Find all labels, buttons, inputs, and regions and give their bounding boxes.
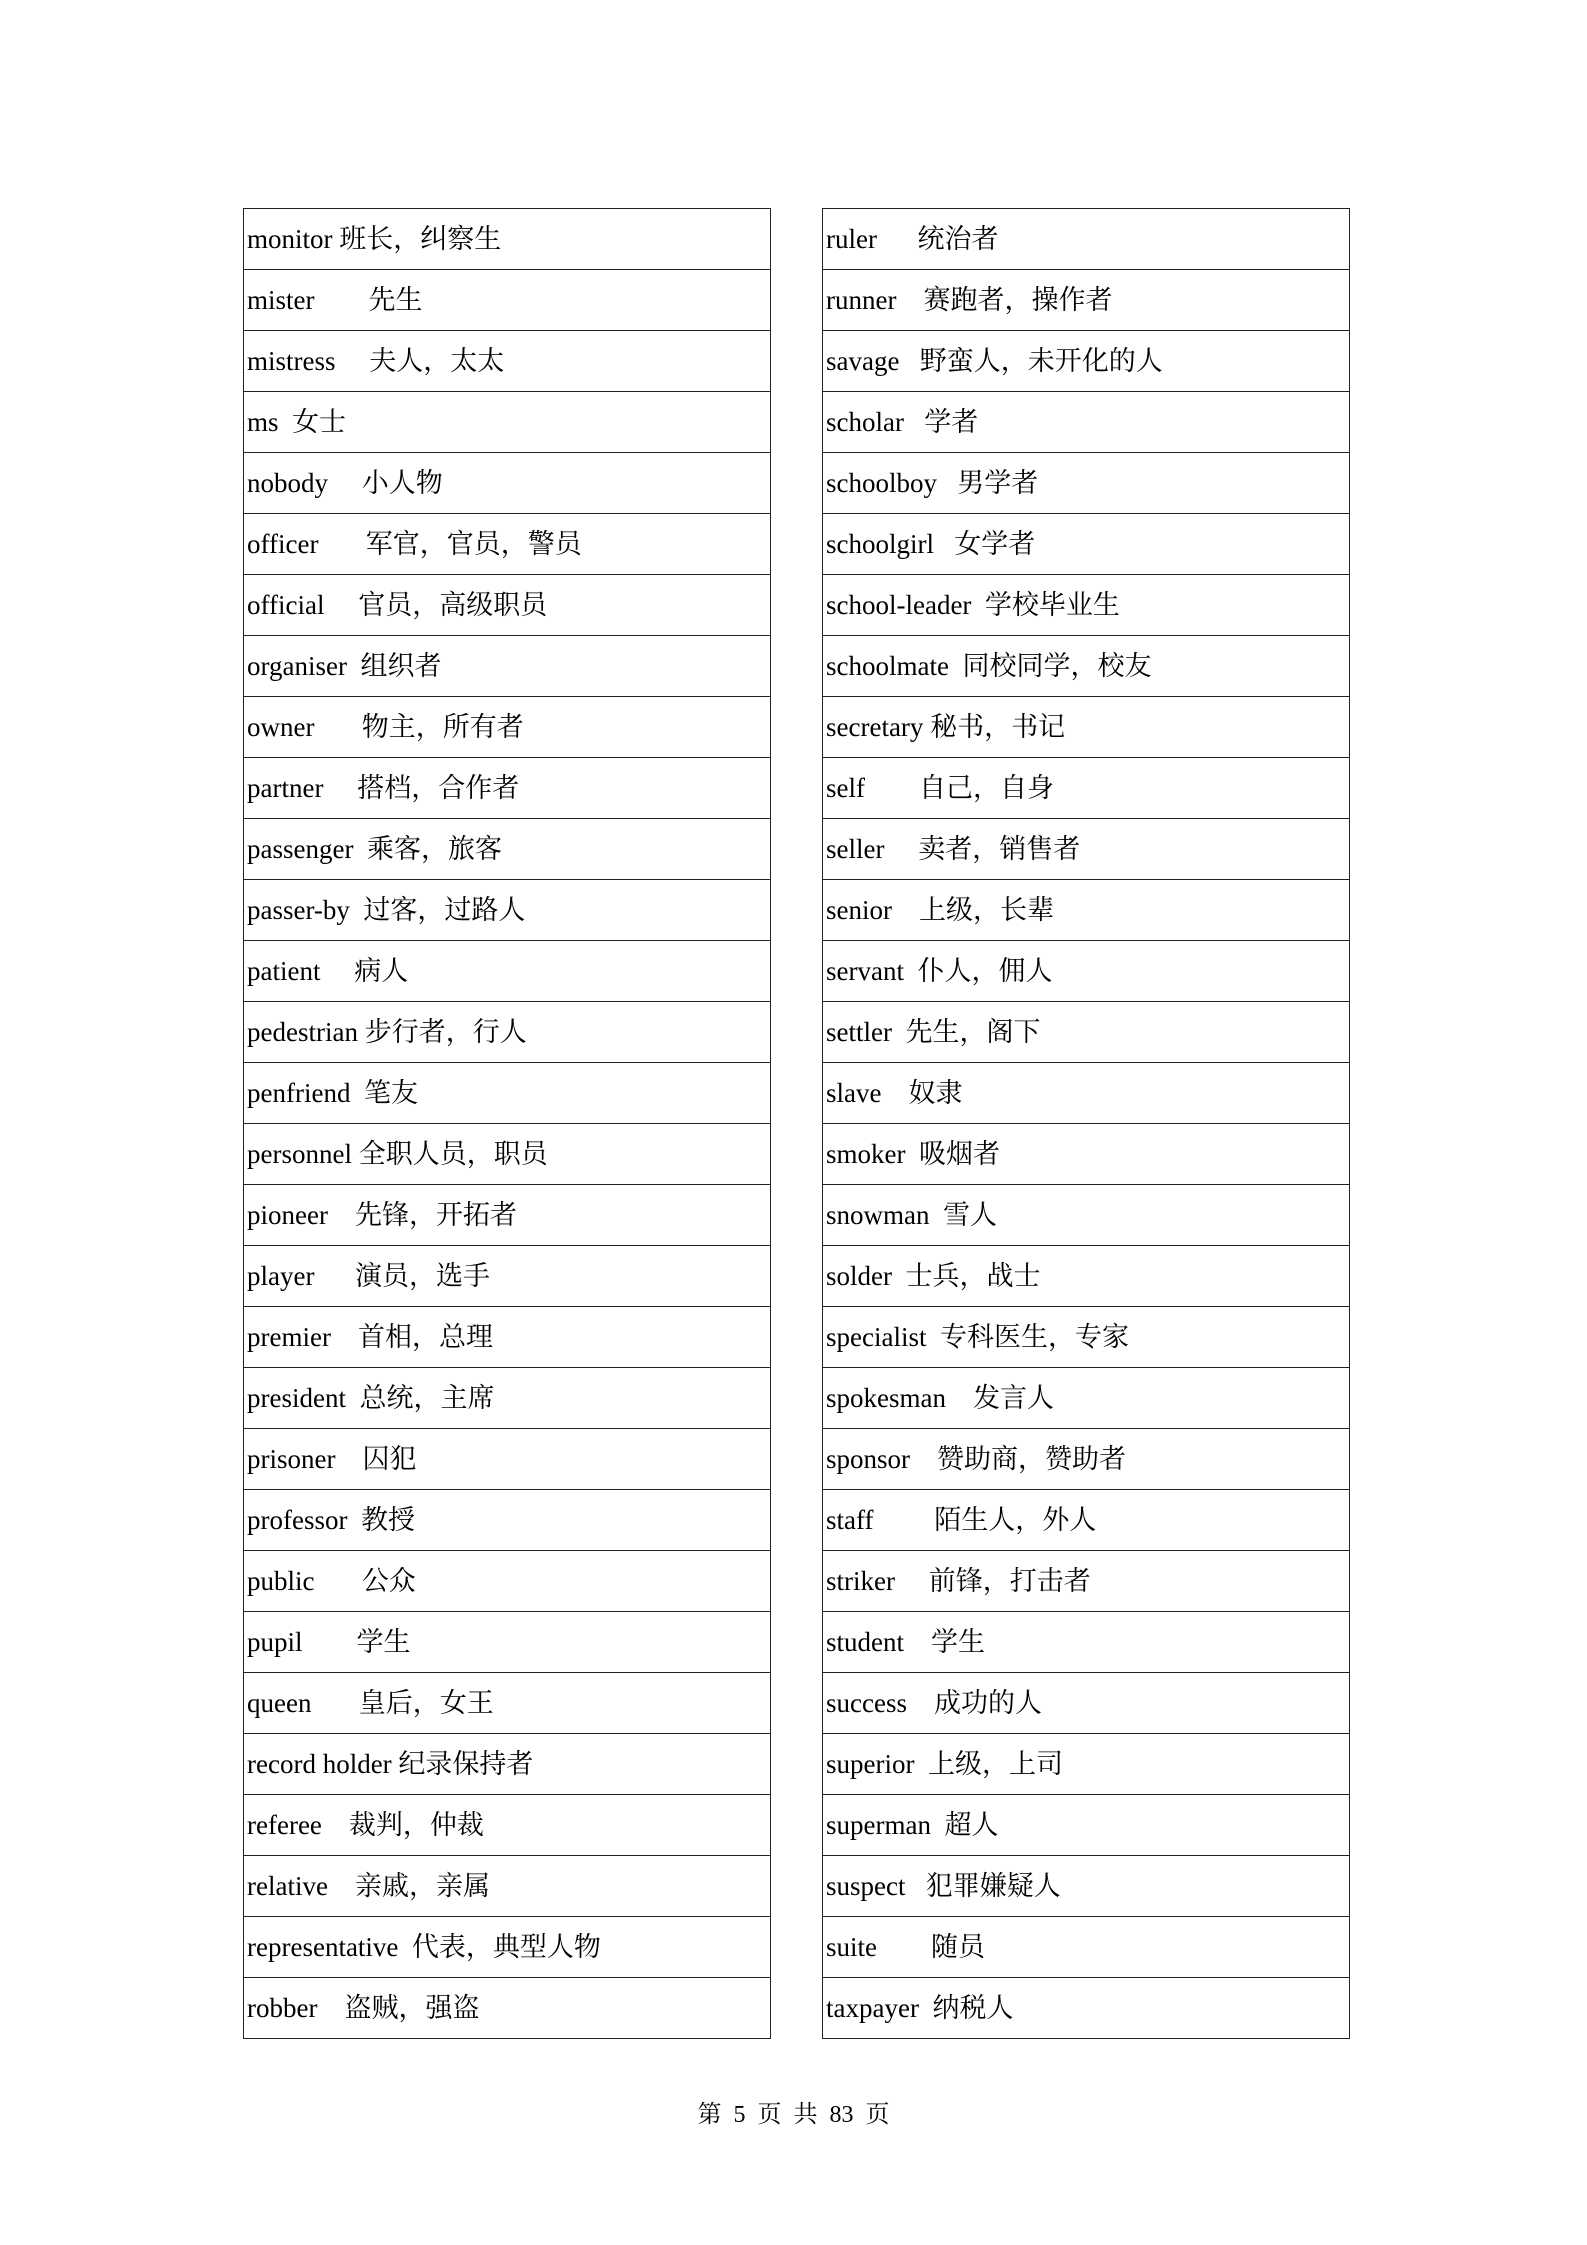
vocab-entry: nobody 小人物 xyxy=(244,453,771,514)
vocab-table-right-body xyxy=(823,209,1350,2039)
vocab-entry: prisoner 囚犯 xyxy=(244,1429,771,1490)
table-row xyxy=(823,453,1350,514)
table-row xyxy=(244,1795,771,1856)
vocab-entry: smoker 吸烟者 xyxy=(823,1124,1350,1185)
table-row xyxy=(244,1185,771,1246)
vocab-entry: passenger 乘客，旅客 xyxy=(244,819,771,880)
table-row xyxy=(823,1917,1350,1978)
vocab-entry: schoolboy 男学者 xyxy=(823,453,1350,514)
table-row xyxy=(244,819,771,880)
table-row xyxy=(823,1795,1350,1856)
vocab-entry: runner 赛跑者，操作者 xyxy=(823,270,1350,331)
vocab-entry: spokesman 发言人 xyxy=(823,1368,1350,1429)
vocab-entry: suite 随员 xyxy=(823,1917,1350,1978)
table-row xyxy=(244,392,771,453)
vocab-entry: pioneer 先锋，开拓者 xyxy=(244,1185,771,1246)
table-row xyxy=(244,1551,771,1612)
vocab-entry: superman 超人 xyxy=(823,1795,1350,1856)
vocab-entry: passer-by 过客，过路人 xyxy=(244,880,771,941)
table-row xyxy=(244,1612,771,1673)
page-number-footer: 第 5 页 共 83 页 xyxy=(697,2102,890,2128)
table-row xyxy=(823,392,1350,453)
table-row xyxy=(244,636,771,697)
vocab-entry: penfriend 笔友 xyxy=(244,1063,771,1124)
vocab-entry: self 自己，自身 xyxy=(823,758,1350,819)
table-row xyxy=(244,575,771,636)
vocab-table-left xyxy=(243,208,771,2039)
vocab-entry: premier 首相，总理 xyxy=(244,1307,771,1368)
table-row xyxy=(823,1368,1350,1429)
vocab-entry: schoolmate 同校同学，校友 xyxy=(823,636,1350,697)
vocab-entry: partner 搭档，合作者 xyxy=(244,758,771,819)
vocab-entry: student 学生 xyxy=(823,1612,1350,1673)
table-row xyxy=(244,331,771,392)
table-row xyxy=(823,1490,1350,1551)
table-row xyxy=(823,1734,1350,1795)
vocab-entry: owner 物主，所有者 xyxy=(244,697,771,758)
table-row xyxy=(823,1063,1350,1124)
vocab-entry: record holder 纪录保持者 xyxy=(244,1734,771,1795)
vocab-entry: official 官员，高级职员 xyxy=(244,575,771,636)
table-row xyxy=(823,1551,1350,1612)
table-row xyxy=(823,880,1350,941)
vocab-entry: pedestrian 步行者，行人 xyxy=(244,1002,771,1063)
vocab-table-right xyxy=(822,208,1350,2039)
table-row xyxy=(823,1002,1350,1063)
vocab-entry: referee 裁判，仲裁 xyxy=(244,1795,771,1856)
table-row xyxy=(244,1429,771,1490)
vocab-entry: settler 先生，阁下 xyxy=(823,1002,1350,1063)
vocab-entry: relative 亲戚，亲属 xyxy=(244,1856,771,1917)
table-row xyxy=(244,1307,771,1368)
table-row xyxy=(823,1246,1350,1307)
vocab-entry: success 成功的人 xyxy=(823,1673,1350,1734)
table-row xyxy=(823,1429,1350,1490)
vocab-entry: personnel 全职人员，职员 xyxy=(244,1124,771,1185)
table-row xyxy=(823,209,1350,270)
vocab-entry: solder 士兵，战士 xyxy=(823,1246,1350,1307)
table-row xyxy=(244,880,771,941)
vocab-entry: representative 代表，典型人物 xyxy=(244,1917,771,1978)
vocab-entry: professor 教授 xyxy=(244,1490,771,1551)
vocab-entry: school-leader 学校毕业生 xyxy=(823,575,1350,636)
table-row xyxy=(244,1368,771,1429)
table-row xyxy=(244,453,771,514)
table-row xyxy=(823,941,1350,1002)
vocab-entry: secretary 秘书，书记 xyxy=(823,697,1350,758)
vocab-entry: patient 病人 xyxy=(244,941,771,1002)
vocab-entry: staff 陌生人，外人 xyxy=(823,1490,1350,1551)
vocab-entry: sponsor 赞助商，赞助者 xyxy=(823,1429,1350,1490)
vocab-entry: public 公众 xyxy=(244,1551,771,1612)
table-row xyxy=(244,941,771,1002)
vocab-entry: schoolgirl 女学者 xyxy=(823,514,1350,575)
vocab-entry: queen 皇后，女王 xyxy=(244,1673,771,1734)
vocab-entry: slave 奴隶 xyxy=(823,1063,1350,1124)
table-row xyxy=(244,1978,771,2039)
vocab-entry: specialist 专科医生，专家 xyxy=(823,1307,1350,1368)
vocab-entry: seller 卖者，销售者 xyxy=(823,819,1350,880)
table-row xyxy=(244,1917,771,1978)
vocab-entry: scholar 学者 xyxy=(823,392,1350,453)
vocab-entry: taxpayer 纳税人 xyxy=(823,1978,1350,2039)
table-row xyxy=(244,697,771,758)
vocab-entry: player 演员，选手 xyxy=(244,1246,771,1307)
table-row xyxy=(244,758,771,819)
table-row xyxy=(823,697,1350,758)
table-row xyxy=(244,1490,771,1551)
table-row xyxy=(823,1856,1350,1917)
vocab-entry: ruler 统治者 xyxy=(823,209,1350,270)
table-row xyxy=(244,1002,771,1063)
table-row xyxy=(244,1063,771,1124)
table-row xyxy=(823,514,1350,575)
vocab-entry: superior 上级，上司 xyxy=(823,1734,1350,1795)
table-row xyxy=(823,575,1350,636)
vocab-entry: snowman 雪人 xyxy=(823,1185,1350,1246)
vocab-table-left-body xyxy=(244,209,771,2039)
table-row xyxy=(823,331,1350,392)
vocab-entry: president 总统，主席 xyxy=(244,1368,771,1429)
table-row xyxy=(823,1124,1350,1185)
vocab-entry: striker 前锋，打击者 xyxy=(823,1551,1350,1612)
vocab-entry: officer 军官，官员，警员 xyxy=(244,514,771,575)
table-row xyxy=(244,209,771,270)
table-row xyxy=(823,1612,1350,1673)
vocab-entry: pupil 学生 xyxy=(244,1612,771,1673)
table-row xyxy=(244,270,771,331)
table-row xyxy=(244,1734,771,1795)
table-row xyxy=(823,1185,1350,1246)
table-row xyxy=(244,514,771,575)
table-row xyxy=(823,758,1350,819)
vocab-entry: savage 野蛮人，未开化的人 xyxy=(823,331,1350,392)
table-row xyxy=(823,819,1350,880)
vocab-entry: mister 先生 xyxy=(244,270,771,331)
vocab-entry: senior 上级，长辈 xyxy=(823,880,1350,941)
table-row xyxy=(823,636,1350,697)
vocab-entry: suspect 犯罪嫌疑人 xyxy=(823,1856,1350,1917)
table-row xyxy=(244,1673,771,1734)
vocab-entry: servant 仆人，佣人 xyxy=(823,941,1350,1002)
table-row xyxy=(244,1246,771,1307)
table-row xyxy=(823,270,1350,331)
vocab-entry: monitor 班长，纠察生 xyxy=(244,209,771,270)
table-row xyxy=(823,1673,1350,1734)
table-row xyxy=(823,1978,1350,2039)
vocab-entry: ms 女士 xyxy=(244,392,771,453)
table-row xyxy=(244,1124,771,1185)
table-row xyxy=(823,1307,1350,1368)
vocab-entry: mistress 夫人，太太 xyxy=(244,331,771,392)
table-row xyxy=(244,1856,771,1917)
vocab-entry: robber 盗贼，强盗 xyxy=(244,1978,771,2039)
vocab-entry: organiser 组织者 xyxy=(244,636,771,697)
